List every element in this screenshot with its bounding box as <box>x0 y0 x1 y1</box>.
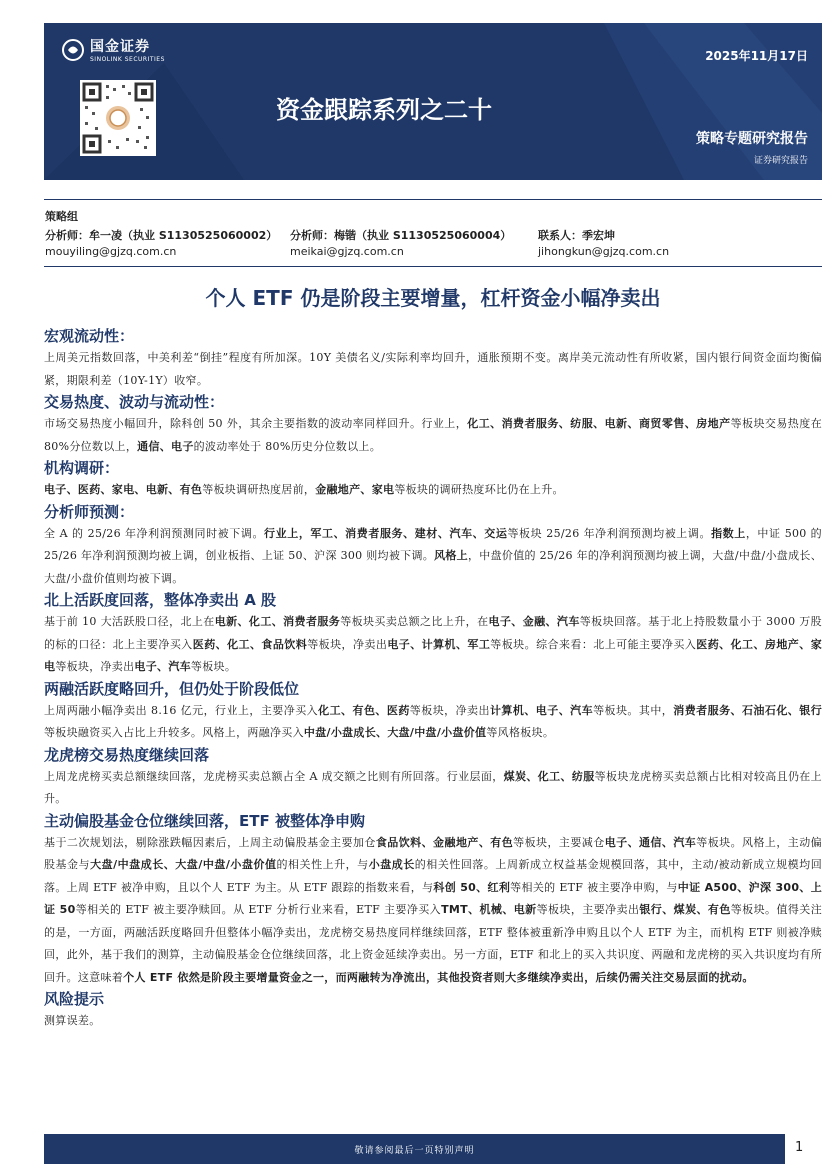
brand-logo <box>62 36 165 63</box>
page-number: 1 <box>795 1140 804 1155</box>
section-active-funds-title: 主动偏股基金仓位继续回落，ETF 被整体净申购 <box>44 811 365 830</box>
analyst-2: 分析师：梅锴（执业 S1130525060004） <box>290 229 512 242</box>
footer-bar <box>44 1134 785 1164</box>
logo-name-cn: 国金证券 <box>90 39 150 55</box>
analyst-2-email[interactable]: meikai@gjzq.com.cn <box>290 245 404 258</box>
team-name: 策略组 <box>45 210 78 223</box>
report-headline: 个人 ETF 仍是阶段主要增量，杠杆资金小幅净卖出 <box>205 286 661 310</box>
section-margin-trading-text: 上周两融小幅净卖出 8.16 亿元，行业上，主要净买入化工、有色、医药等板块，净卖出计算机、电子、汽车等板块。其中，消费者服务、石油石化、银行等板块融资买入占比上升较多。风格上，两融净买入中盘/小盘成长、大盘/中盘/小盘价值等风格板块。 <box>44 703 822 739</box>
report-date: 2025年11月17日 <box>705 49 808 63</box>
section-institutional-research-text: 电子、医药、家电、电新、有色等板块调研热度居前，金融地产、家电等板块的调研热度环比仍在上升。 <box>44 483 564 496</box>
section-northbound-text: 基于前 10 大活跃股口径，北上在电新、化工、消费者服务等板块买卖总额之比上升，在电子、金融、汽车等板块回落。基于北上持股数量小于 3000 万股的标的口径：北上主要净买入医药、化工、食品饮料等板块，净卖出电子、计算机、军工等板块。综合来看：北上可能主要净买入医药、化工、房地产、家电等板块，净卖出电子、汽车等板块。 <box>44 615 822 673</box>
section-risk-title: 风险提示 <box>44 990 105 1008</box>
contact-email[interactable]: jihongkun@gjzq.com.cn <box>538 245 670 258</box>
logo-name-en: SINOLINK SECURITIES <box>90 56 165 63</box>
analyst-1: 分析师：牟一凌（执业 S1130525060002） <box>45 229 278 242</box>
logo-icon <box>62 39 84 61</box>
report-type: 策略专题研究报告 <box>696 131 808 147</box>
section-analyst-forecast-text: 全 A 的 25/26 年净利润预测同时被下调。行业上，军工、消费者服务、建材、汽车、交运等板块 25/26 年净利润预测均被上调。指数上，中证 500 的 25/26 年净利润预测均被上调，创业板指、上证 50、沪深 300 则均被下调。风格上，中盘价值的 25/26 年的净利润预测均被上调，大盘/中盘/小盘成长、大盘/小盘价值则均被下调。 <box>44 526 822 585</box>
section-risk-text: 测算误差。 <box>44 1014 101 1027</box>
section-northbound-title: 北上活跃度回落，整体净卖出 A 股 <box>44 591 277 609</box>
section-margin-trading-title: 两融活跃度略回升，但仍处于阶段低位 <box>44 679 300 698</box>
section-analyst-forecast-title: 分析师预测： <box>44 502 135 521</box>
section-active-funds-text: 基于二次规划法，剔除涨跌幅因素后，上周主动偏股基金主要加仓食品饮料、金融地产、有色等板块，主要减仓电子、通信、汽车等板块。风格上，主动偏股基金与大盘/中盘成长、大盘/中盘/小盘价值的相关性上升，与小盘成长的相关性回落。上周新成立权益基金规模回落，其中，主动/被动新成立规模均回落。上周 ETF 被净申购，且以个人 ETF 为主。从 ETF 跟踪的指数来看，与科创 50、红利等相关的 ETF 被主要净申购，与中证 A500、沪深 300、上证 50等相关的 ETF 被主要净赎回。从 ETF 分析行业来看，ETF 主要净买入TMT、机械、电新等板块，主要净卖出银行、煤炭、有色等板块。值得关注的是，一方面，两融活跃度略回升但整体小幅净卖出，龙虎榜交易热度同样继续回落，ETF 整体被重新净申购且以个人 ETF 为主，而机构 ETF 则被净赎回，此外，基于我们的测算，主动偏股基金仓位继续回落，北上资金延续净卖出。另一方面，ETF 和北上的买入共识度、两融和龙虎榜的买入共识度均有所回升。这意味着个人 ETF 依然是阶段主要增量资金之一，而两融转为净流出，其他投资者则大多继续净卖出，后续仍需关注交易层面的扰动。 <box>44 835 823 984</box>
header-banner <box>44 23 822 180</box>
authors-rule <box>44 266 822 267</box>
section-dragon-tiger-title: 龙虎榜交易热度继续回落 <box>44 745 210 764</box>
report-body <box>44 326 822 1033</box>
header-rule <box>44 199 822 200</box>
section-dragon-tiger-text: 上周龙虎榜买卖总额继续回落，龙虎榜买卖总额占全 A 成交额之比则有所回落。行业层面，煤炭、化工、纺服等板块龙虎榜买卖总额占比相对较高且仍在上升。 <box>44 769 822 805</box>
contact-person: 联系人：季宏坤 <box>538 229 615 242</box>
section-macro-liquidity-text: 上周美元指数回落，中美利差“倒挂”程度有所加深。10Y 美债名义/实际利率均回升，通胀预期不变。离岸美元流动性有所收紧，国内银行间资金面均衡偏紧，期限利差（10Y-1Y）收窄。 <box>44 351 822 387</box>
section-institutional-research-title: 机构调研： <box>44 459 120 477</box>
section-trading-heat-text: 市场交易热度小幅回升，除科创 50 外，其余主要指数的波动率同样回升。行业上，化工、消费者服务、纺服、电新、商贸零售、房地产等板块交易热度在 80%分位数以上，通信、电子的波动率处于 80%历史分位数以上。 <box>44 417 823 453</box>
report-subtype: 证券研究报告 <box>753 156 808 166</box>
footer-disclaimer: 敬请参阅最后一页特别声明 <box>354 1146 475 1156</box>
qr-code <box>80 80 156 156</box>
section-macro-liquidity-title: 宏观流动性： <box>44 327 135 345</box>
section-trading-heat-title: 交易热度、波动与流动性： <box>44 393 225 411</box>
analyst-1-email[interactable]: mouyiling@gjzq.com.cn <box>45 245 177 258</box>
series-title: 资金跟踪系列之二十 <box>276 96 492 124</box>
